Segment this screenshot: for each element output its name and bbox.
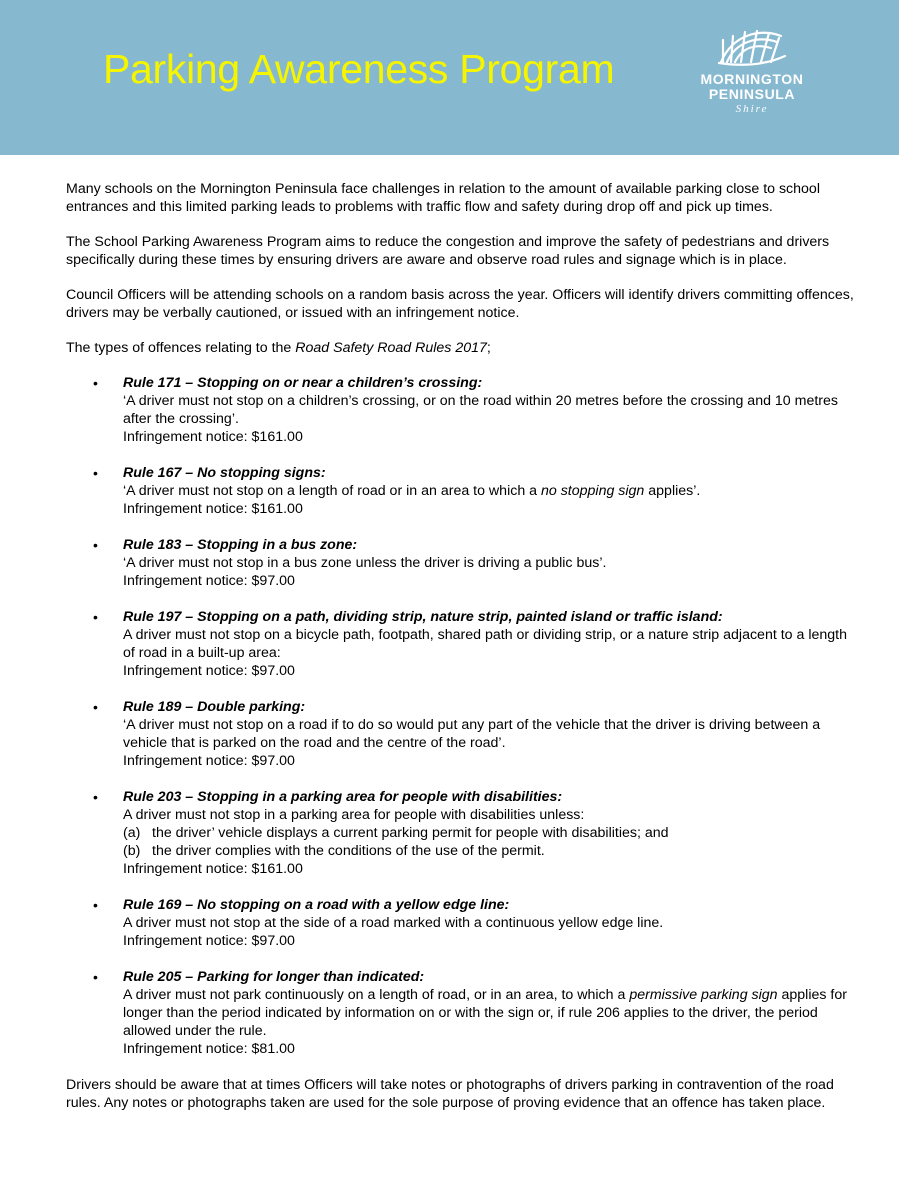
shire-logo bbox=[682, 26, 822, 126]
rules-list bbox=[66, 374, 856, 1058]
intro-paragraph-2: The School Parking Awareness Program aims to reduce the congestion and improve the safety of pedestrians and drivers specifically during these times by ensuring drivers are aware and observe road rules and signage which is in place. bbox=[66, 234, 830, 268]
rule-text: A driver must not stop at the side of a road marked with a continuous yellow edge line. bbox=[123, 915, 664, 931]
logo-text-peninsula: PENINSULA bbox=[708, 86, 796, 102]
infringement-notice: Infringement notice: $97.00 bbox=[123, 573, 295, 589]
rule-heading: Rule 183 – Stopping in a bus zone: bbox=[123, 537, 358, 553]
rule-item-171 bbox=[66, 374, 856, 446]
logo-text-mornington: MORNINGTON bbox=[700, 71, 804, 87]
rule-text: ‘A driver must not stop on a road if to do so would put any part of the vehicle that the driver is driving between a vehicle that is parked on the road and the centre of the road’. bbox=[123, 717, 821, 751]
shell-icon bbox=[715, 26, 789, 68]
rule-item-197 bbox=[66, 608, 856, 680]
document-body bbox=[66, 180, 856, 1129]
infringement-notice: Infringement notice: $97.00 bbox=[123, 753, 295, 769]
rule-condition-b: (b) the driver complies with the conditions of the use of the permit. bbox=[123, 843, 545, 859]
rule-item-205 bbox=[66, 968, 856, 1058]
rule-text: A driver must not park continuously on a length of road, or in an area, to which a permissive parking sign applies for longer than the period indicated by information on or with the sign or, if rule 206 applies to the driver, the period allowed under the rule. bbox=[123, 987, 847, 1039]
rule-text: ‘A driver must not stop on a children’s crossing, or on the road within 20 metres before the crossing and 10 metres after the crossing’. bbox=[123, 393, 838, 427]
rule-text: ‘A driver must not stop in a bus zone unless the driver is driving a public bus’. bbox=[123, 555, 607, 571]
offence-types-intro: The types of offences relating to the Road Safety Road Rules 2017; bbox=[66, 340, 491, 356]
rule-heading: Rule 189 – Double parking: bbox=[123, 699, 306, 715]
legislation-name: Road Safety Road Rules 2017 bbox=[295, 340, 487, 356]
logo-text-shire: Shire bbox=[735, 103, 769, 115]
rule-heading: Rule 171 – Stopping on or near a children’s crossing: bbox=[123, 375, 483, 391]
rule-heading: Rule 169 – No stopping on a road with a yellow edge line: bbox=[123, 897, 510, 913]
bullet-icon: • bbox=[93, 699, 98, 715]
bullet-icon: • bbox=[93, 375, 98, 391]
infringement-notice: Infringement notice: $81.00 bbox=[123, 1041, 295, 1057]
intro-paragraph-3: Council Officers will be attending schools on a random basis across the year. Officers will identify drivers committing offences, drivers may be verbally cautioned, or issued with an infringement notice. bbox=[66, 287, 854, 321]
infringement-notice: Infringement notice: $161.00 bbox=[123, 861, 303, 877]
infringement-notice: Infringement notice: $97.00 bbox=[123, 663, 295, 679]
rule-item-189 bbox=[66, 698, 856, 770]
closing-paragraph: Drivers should be aware that at times Officers will take notes or photographs of drivers parking in contravention of the road rules. Any notes or photographs taken are used for the sole purpose of proving evidence that an offence has taken place. bbox=[66, 1077, 834, 1111]
bullet-icon: • bbox=[93, 465, 98, 481]
rule-heading: Rule 197 – Stopping on a path, dividing strip, nature strip, painted island or traffic island: bbox=[123, 609, 723, 625]
header-banner bbox=[0, 0, 899, 155]
bullet-icon: • bbox=[93, 609, 98, 625]
rule-text: ‘A driver must not stop on a length of road or in an area to which a no stopping sign applies’. bbox=[123, 483, 701, 499]
intro-paragraph-1: Many schools on the Mornington Peninsula face challenges in relation to the amount of available parking close to school entrances and this limited parking leads to problems with traffic flow and safety during drop off and pick up times. bbox=[66, 181, 820, 215]
bullet-icon: • bbox=[93, 789, 98, 805]
rule-item-167 bbox=[66, 464, 856, 518]
bullet-icon: • bbox=[93, 969, 98, 985]
rule-item-169 bbox=[66, 896, 856, 950]
rule-condition-a: (a) the driver’ vehicle displays a current parking permit for people with disabilities; and bbox=[123, 825, 669, 841]
rule-heading: Rule 167 – No stopping signs: bbox=[123, 465, 326, 481]
rule-item-203 bbox=[66, 788, 856, 878]
rule-text: A driver must not stop on a bicycle path, footpath, shared path or dividing strip, or a nature strip adjacent to a length of road in a built-up area: bbox=[123, 627, 847, 661]
bullet-icon: • bbox=[93, 537, 98, 553]
bullet-icon: • bbox=[93, 897, 98, 913]
infringement-notice: Infringement notice: $161.00 bbox=[123, 429, 303, 445]
infringement-notice: Infringement notice: $161.00 bbox=[123, 501, 303, 517]
rule-text: A driver must not stop in a parking area for people with disabilities unless: bbox=[123, 807, 585, 823]
page-title: Parking Awareness Program bbox=[103, 46, 615, 92]
infringement-notice: Infringement notice: $97.00 bbox=[123, 933, 295, 949]
rule-heading: Rule 205 – Parking for longer than indicated: bbox=[123, 969, 425, 985]
rule-heading: Rule 203 – Stopping in a parking area for people with disabilities: bbox=[123, 789, 563, 805]
rule-item-183 bbox=[66, 536, 856, 590]
